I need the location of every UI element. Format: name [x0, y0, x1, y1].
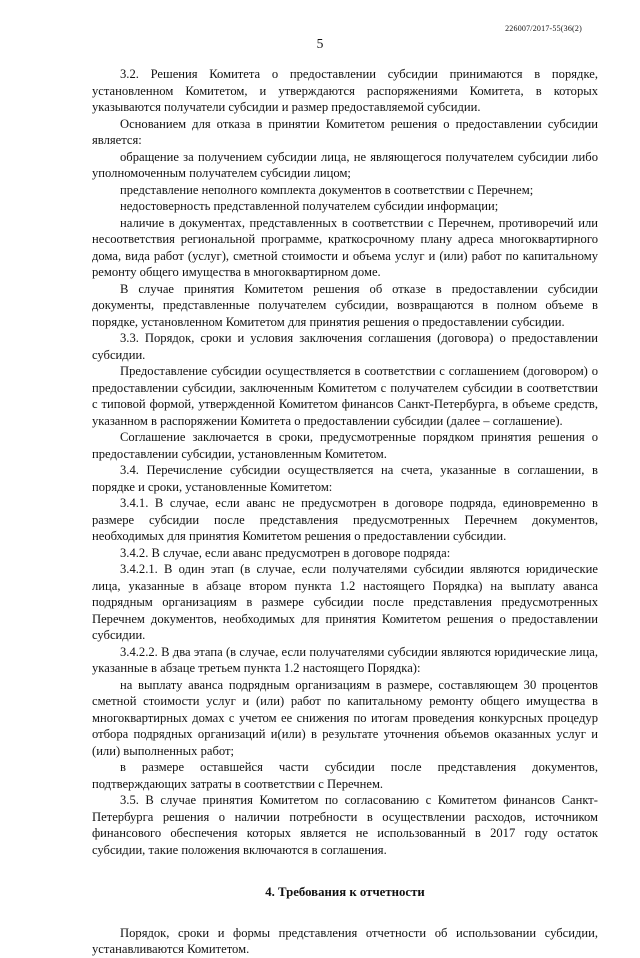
page-number: 5 [316, 36, 324, 51]
document-body [92, 66, 598, 958]
paragraph-3-5: 3.5. В случае принятия Комитетом по согласованию с Комитетом финансов Санкт-Петербурга решения о наличии потребности в осуществлении расходов, источником финансового обеспечения которых является не использованный в 2017 году остаток субсидии, такие положения включаются в соглашения. [92, 793, 598, 857]
paragraph-3-4-1: 3.4.1. В случае, если аванс не предусмотрен в договоре подряда, единовременно в размере субсидии после представления предусмотренных Перечнем документов, необходимых для принятия Комитетом решения о предоставлении субсидии. [92, 496, 598, 543]
paragraph-3-3: 3.3. Порядок, сроки и условия заключения соглашения (договора) о предоставлении субсидии. [92, 331, 598, 362]
section-heading: 4. Требования к отчетности [265, 885, 425, 899]
paragraph-refusal-return: В случае принятия Комитетом решения об отказе в предоставлении субсидии документы, представленные получателем субсидии, возвращаются в полном объеме в порядке, установленном Комитетом для принятия решения о предоставлении субсидии. [92, 281, 598, 329]
paragraph-3-4-2: 3.4.2. В случае, если аванс предусмотрен в договоре подряда: [120, 545, 451, 560]
paragraph-3-4: 3.4. Перечисление субсидии осуществляется на счета, указанные в соглашении, в порядке и сроки, установленные Комитетом: [92, 463, 598, 494]
paragraph-refusal-item-3: недостоверность представленной получателем субсидии информации; [120, 199, 499, 213]
paragraph-refusal-item-1: обращение за получением субсидии лица, не являющегося получателем субсидии либо уполномоченным получателем субсидии лицом; [92, 149, 598, 180]
paragraph-advance-30: на выплату аванса подрядным организациям в размере, составляющем 30 процентов сметной стоимости услуг и (или) работ по капитальному ремонту общего имущества в многоквартирных домах с учетом ее снижения по итогам проведения конкурсных процедур отбора подрядных организаций и(или) в результате уточнения объемов оказанных услуг и (или) выполненных работ; [92, 677, 598, 758]
paragraph-agreement: Предоставление субсидии осуществляется в соответствии с соглашением (договором) о предоставлении субсидии, заключенным Комитетом с получателем субсидии в соответствии с типовой формой, утвержденной Комитетом финансов Санкт-Петербурга, в объеме средств, указанном в распоряжении Комитета о предоставлении субсидии (далее – соглашение). [92, 364, 598, 428]
paragraph-reporting: Порядок, сроки и формы представления отчетности об использовании субсидии, устанавливаются Комитетом. [92, 925, 598, 956]
paragraph-refusal-item-4: наличие в документах, представленных в соответствии с Перечнем, противоречий или несоответствия региональной программе, краткосрочному плану адреса многоквартирного дома, вида работ (услуг), сметной стоимости и объема услуг и (или) работ по капитальному ремонту общего имущества в многоквартирном доме. [92, 215, 598, 279]
document-id: 226007/2017-55(36(2) [505, 24, 582, 33]
paragraph-refusal-grounds: Основанием для отказа в принятии Комитетом решения о предоставлении субсидии является: [92, 116, 598, 147]
paragraph-3-4-2-2: 3.4.2.2. В два этапа (в случае, если получателями субсидии являются юридические лица, указанные в абзаце третьем пункта 1.2 настоящего Порядка): [92, 644, 598, 675]
paragraph-refusal-item-2: представление неполного комплекта документов в соответствии с Перечнем; [120, 182, 534, 197]
paragraph-3-2: 3.2. Решения Комитета о предоставлении субсидии принимаются в порядке, установленном Комитетом, и утверждаются распоряжениями Комитета, в которых указываются получатели субсидии и размер предоставляемой субсидии. [92, 67, 598, 114]
paragraph-3-4-2-1: 3.4.2.1. В один этап (в случае, если получателями субсидии являются юридические лица, указанные в абзаце втором пункта 1.2 настоящего Порядка) на выплату аванса подрядным организациям в размере субсидии после представления предусмотренных Перечнем документов, необходимых для принятия Комитетом решения о предоставлении субсидии. [92, 562, 598, 642]
paragraph-remaining: в размере оставшейся части субсидии после представления документов, подтверждающих затраты в соответствии с Перечнем. [92, 760, 598, 791]
paragraph-agreement-terms: Соглашение заключается в сроки, предусмотренные порядком принятия решения о предоставлении субсидии, установленным Комитетом. [92, 430, 598, 461]
